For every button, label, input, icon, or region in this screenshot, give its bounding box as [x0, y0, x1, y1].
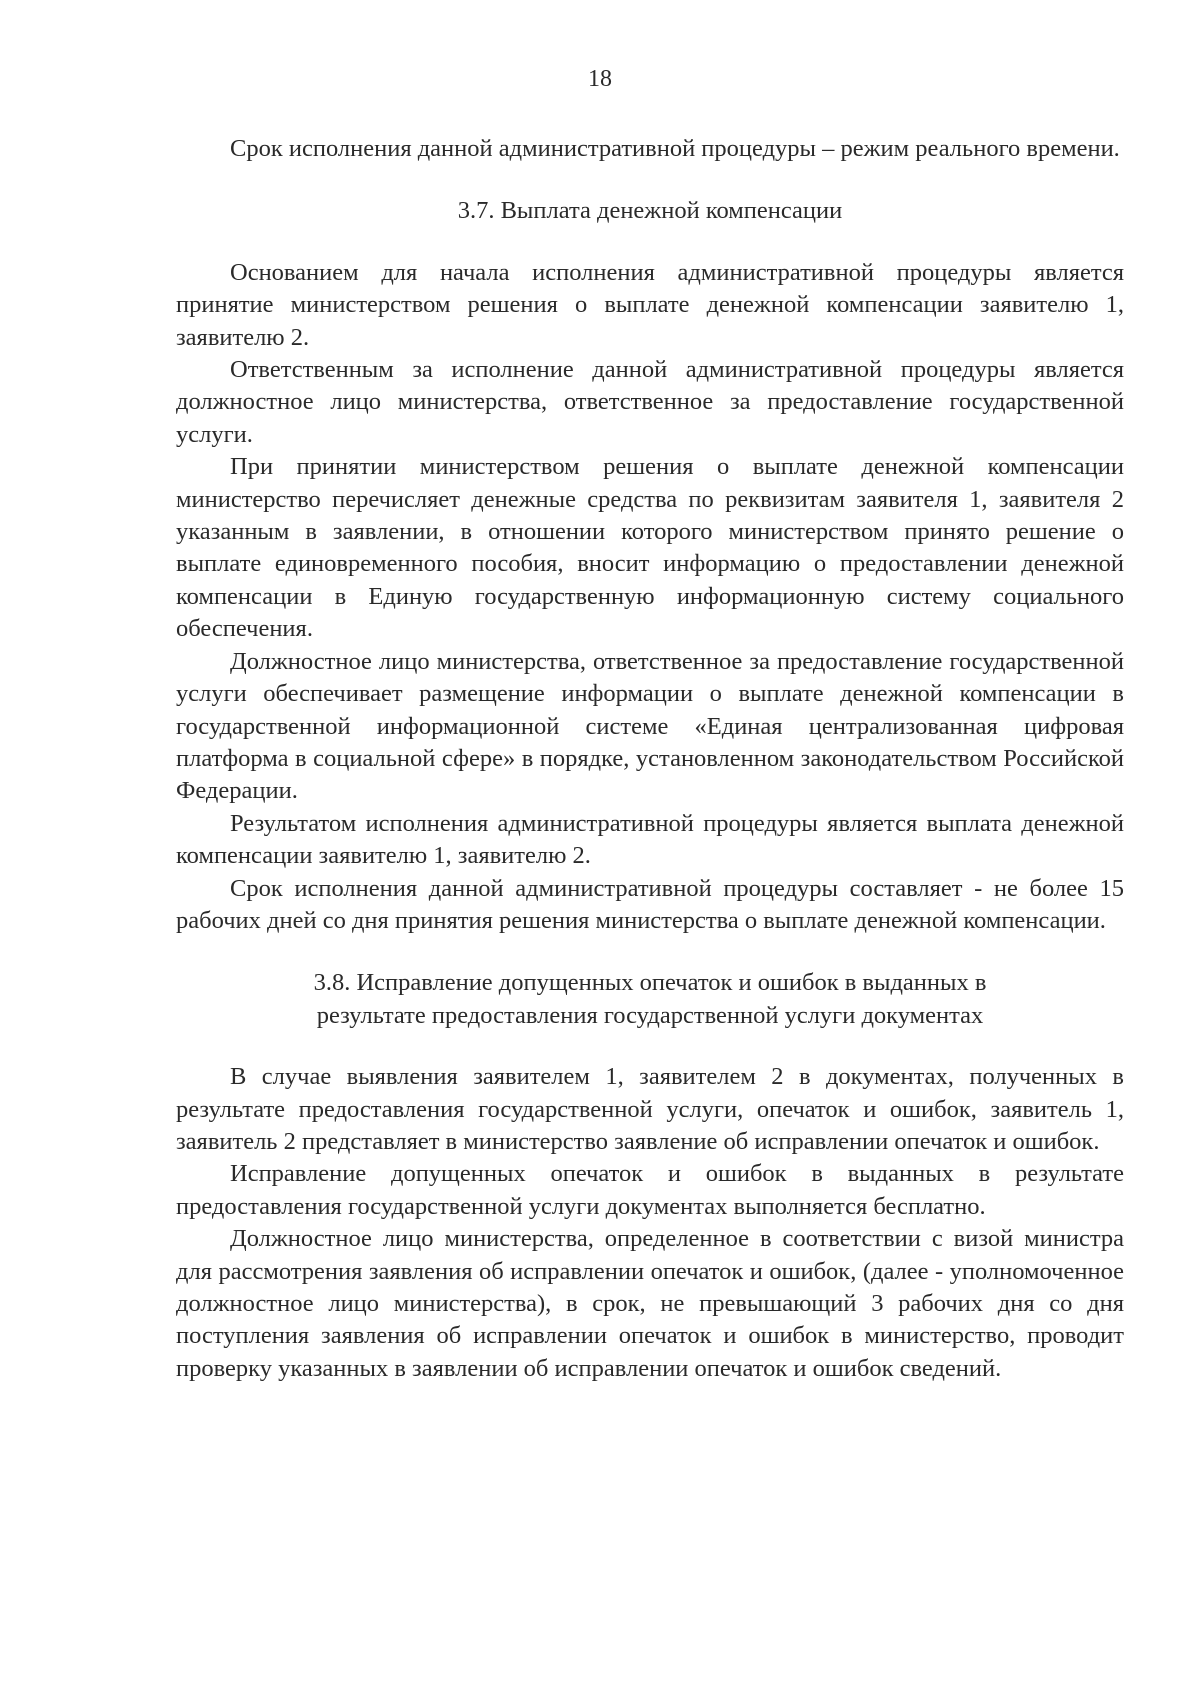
spacer — [176, 165, 1124, 195]
section-3-7-heading: 3.7. Выплата денежной компенсации — [457, 197, 843, 225]
section-3-7-paragraph-5: Результатом исполнения административной процедуры является выплата денежной компенсации заявителю 1, заявителю 2. — [176, 809, 1124, 870]
page-number: 18 — [588, 66, 612, 92]
spacer — [176, 1032, 1124, 1061]
section-3-7-paragraph-4: Должностное лицо министерства, ответственное за предоставление государственной услуги обеспечивает размещение информации о выплате денежной компенсации в государственной информационной системе «Единая централизованная цифровая платформа в социальной сфере» в порядке, установленном законодательством Российской Федерации. — [176, 647, 1124, 805]
intro-paragraph: Срок исполнения данной административной процедуры – режим реального времени. — [230, 135, 1120, 162]
section-3-8-heading — [176, 967, 1124, 1032]
section-3-8-paragraph-1: В случае выявления заявителем 1, заявителем 2 в документах, полученных в результате предоставления государственной услуги, опечаток и ошибок, заявитель 1, заявитель 2 представляет в министерство заявление об исправлении опечаток и ошибок. — [176, 1063, 1124, 1155]
spacer — [176, 228, 1124, 257]
section-3-7-paragraph-6: Срок исполнения данной административной процедуры составляет - не более 15 рабочих дней со дня принятия решения министерства о выплате денежной компенсации. — [176, 874, 1124, 934]
section-3-7-paragraph-3: При принятии министерством решения о выплате денежной компенсации министерство перечисляет денежные средства по реквизитам заявителя 1, заявителя 2 указанным в заявлении, в отношении которого министерством принято решение о выплате единовременного пособия, вносит информацию о предоставлении денежной компенсации в Единую государственную информационную систему социального обеспечения. — [176, 453, 1124, 643]
section-3-7-paragraph-2: Ответственным за исполнение данной административной процедуры является должностное лицо министерства, ответственное за предоставление государственной услуги. — [176, 356, 1124, 448]
section-3-7-paragraph-1: Основанием для начала исполнения административной процедуры является принятие министерством решения о выплате денежной компенсации заявителю 1, заявителю 2. — [176, 258, 1124, 351]
spacer — [176, 937, 1124, 967]
section-3-8-paragraph-2: Исправление допущенных опечаток и ошибок в выданных в результате предоставления государственной услуги документах выполняется бесплатно. — [176, 1160, 1124, 1220]
section-3-8-heading-line-2: результате предоставления государственной услуги документах — [316, 1001, 984, 1029]
section-3-8-paragraph-3: Должностное лицо министерства, определенное в соответствии с визой министра для рассмотрения заявления об исправлении опечаток и ошибок, (далее - уполномоченное должностное лицо министерства), в срок, не превышающий 3 рабочих дня со дня поступления заявления об исправлении опечаток и ошибок в министерство, проводит проверку указанных в заявлении об исправлении опечаток и ошибок сведений. — [176, 1225, 1124, 1382]
section-3-8-heading-line-1: 3.8. Исправление допущенных опечаток и ошибок в выданных в — [313, 969, 987, 997]
page-content — [176, 133, 1124, 1385]
